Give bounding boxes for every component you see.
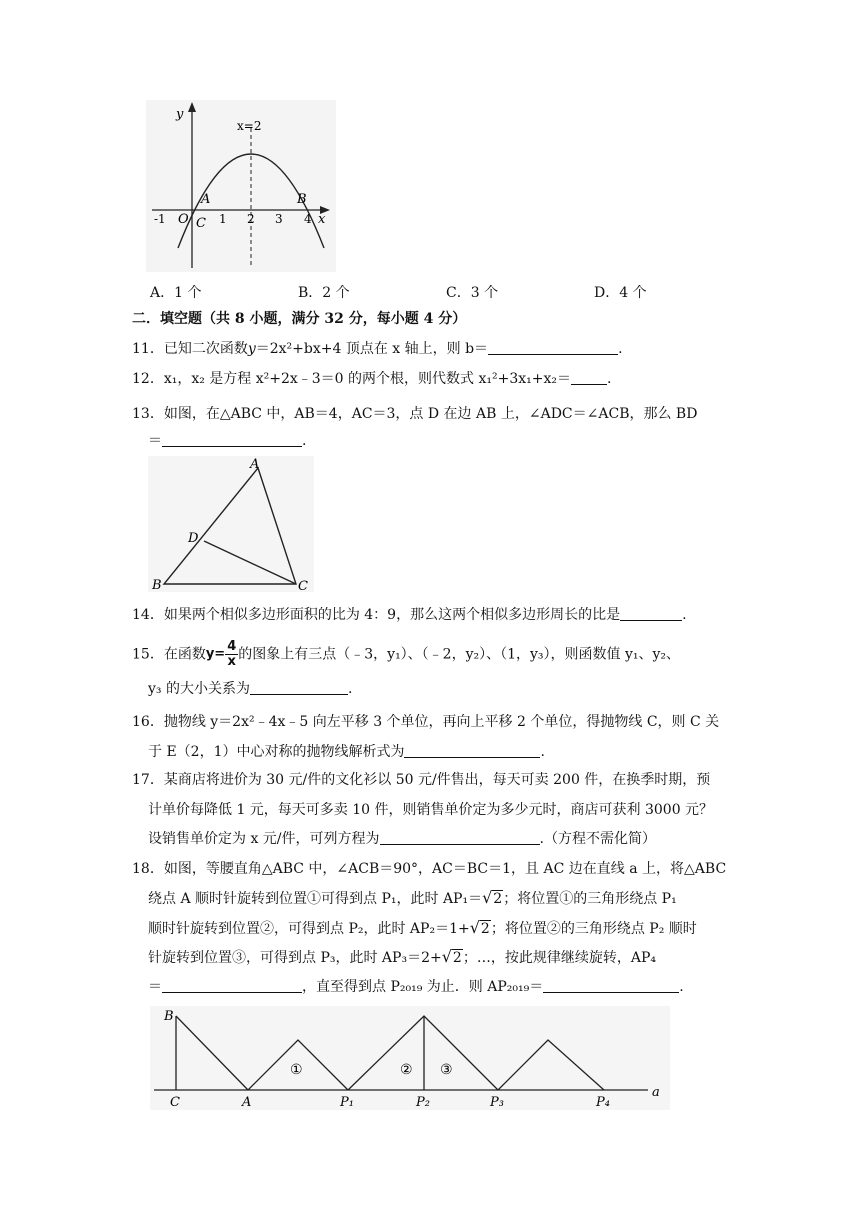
- q11-end: .: [618, 341, 623, 357]
- question-17-line2: 计单价每降低 1 元，每天可多卖 10 件，则销售单价定为多少元时，商店可获利 3000 元？: [148, 802, 714, 818]
- question-15-line1: [132, 640, 680, 669]
- label-line-a: a: [652, 1085, 660, 1100]
- q15-post: 的图象上有三点（﹣3，y₁）、（﹣2，y₂）、（1，y₃），则函数值 y₁、y₂、: [238, 646, 681, 663]
- function-y: y=: [205, 646, 226, 662]
- q13-end: .: [302, 433, 307, 449]
- q18-line5-a: ＝: [148, 979, 162, 995]
- q15-pre: 15．在函数: [132, 646, 206, 663]
- q17-answer-blank[interactable]: [380, 830, 540, 845]
- label-pos1: ①: [290, 1062, 303, 1078]
- question-18-line3: [148, 918, 697, 939]
- label-p1: P₁: [340, 1095, 354, 1110]
- question-18-line1: 18．如图，等腰直角△ABC 中，∠ACB＝90°，AC＝BC＝1，且 AC 边在直线 a 上，将△ABC: [132, 861, 727, 877]
- question-16-line1: 16．抛物线 y＝2x²﹣4x﹣5 向左平移 3 个单位，再向上平移 2 个单位，得抛物线 C，则 C 关: [132, 714, 720, 730]
- label-p2: P₂: [416, 1095, 430, 1110]
- q18-line3-a: 顺时针旋转到位置②，可得到点 P₂，此时 AP₂＝1+: [148, 921, 470, 937]
- q18-line5-end: .: [679, 979, 684, 995]
- q11-y: y: [247, 341, 256, 357]
- vertex-c: C: [298, 579, 308, 592]
- question-14: [132, 605, 687, 625]
- q12-end: .: [607, 371, 612, 387]
- tick-4: 4: [304, 212, 312, 226]
- q18-line4-a: 针旋转到位置③，可得到点 P₃，此时 AP₃＝2+: [148, 950, 442, 966]
- sqrt2-symbol: [442, 947, 463, 968]
- q12-answer-blank[interactable]: [571, 370, 607, 385]
- option-a[interactable]: A．1 个: [150, 285, 202, 301]
- label-p4: P₄: [596, 1095, 610, 1110]
- rotation-figure: [150, 1006, 670, 1110]
- vertex-a: A: [250, 457, 260, 472]
- q16-end: .: [540, 744, 545, 760]
- q18-line5-b: ，直至得到点 P₂₀₁₉ 为止．则 AP₂₀₁₉＝: [302, 979, 544, 995]
- q14-answer-blank[interactable]: [620, 606, 682, 621]
- sqrt2-symbol: [470, 918, 491, 939]
- question-13-line1: 13．如图，在△ABC 中，AB＝4，AC＝3，点 D 在边 AB 上，∠ADC＝∠ACB，那么 BD: [132, 406, 698, 422]
- sqrt-sign: √: [469, 918, 480, 937]
- q18-line2-b: ；将位置①的三角形绕点 P₁: [503, 891, 677, 907]
- question-13-line2: [148, 431, 306, 451]
- y-axis-label: y: [176, 107, 184, 122]
- sqrt-sign: √: [482, 888, 493, 907]
- label-pos2: ②: [400, 1062, 413, 1078]
- tick-neg1: -1: [154, 212, 166, 226]
- label-c: C: [170, 1095, 180, 1110]
- sqrt-radicand: 2: [480, 921, 490, 937]
- section-title: 二．填空题（共 8 小题，满分 32 分，每小题 4 分）: [132, 311, 467, 327]
- q18-ap4-blank[interactable]: [162, 978, 302, 993]
- tick-2: 2: [247, 212, 255, 226]
- question-15-line2: [148, 679, 352, 699]
- sqrt-radicand: 2: [452, 950, 462, 966]
- question-12: [132, 369, 611, 389]
- tick-3: 3: [275, 212, 283, 226]
- symmetry-label: x=2: [237, 119, 262, 133]
- q11-answer-blank[interactable]: [488, 340, 618, 355]
- option-c[interactable]: C．3 个: [446, 285, 499, 301]
- option-b[interactable]: B．2 个: [298, 285, 350, 301]
- question-18-line2: [148, 888, 677, 909]
- q18-ap2019-blank[interactable]: [543, 978, 679, 993]
- q16-answer-blank[interactable]: [404, 743, 540, 758]
- parabola-graph: [146, 100, 336, 272]
- fraction-numerator: 4: [227, 639, 237, 654]
- function-expression: [206, 640, 238, 669]
- tick-1: 1: [219, 212, 227, 226]
- question-18-line5: [148, 977, 684, 997]
- question-17-line3: [148, 829, 656, 849]
- vertex-d: D: [188, 531, 199, 546]
- option-d[interactable]: D．4 个: [594, 285, 647, 301]
- sqrt2-symbol: [482, 888, 503, 909]
- q16-line2: 于 E（2，1）中心对称的抛物线解析式为: [148, 744, 405, 760]
- question-16-line2: [148, 742, 545, 762]
- q11-num: 11．: [132, 341, 164, 357]
- question-17-line1: 17．某商店将进价为 30 元/件的文化衫以 50 元/件售出，每天可卖 200 件，在换季时期，预: [132, 772, 711, 788]
- x-axis-label: x: [318, 212, 326, 227]
- q13-answer-blank[interactable]: [162, 432, 302, 447]
- q14-end: .: [682, 607, 687, 623]
- q13-eq: ＝: [148, 433, 162, 449]
- q15-end: .: [347, 681, 353, 697]
- question-11: [132, 339, 623, 359]
- triangle-figure: [148, 456, 314, 592]
- vertex-b: B: [152, 578, 162, 592]
- sqrt-sign: √: [441, 947, 452, 966]
- sqrt-radicand: 2: [493, 891, 503, 907]
- q15-answer-blank[interactable]: [250, 680, 348, 695]
- point-b-label: B: [297, 192, 307, 207]
- point-a-label: A: [201, 192, 211, 207]
- q17-line3-pre: 设销售单价定为 x 元/件，可列方程为: [148, 831, 380, 847]
- question-18-line4: [148, 947, 656, 968]
- label-p3: P₃: [490, 1095, 504, 1110]
- q15-line2: y₃ 的大小关系为: [148, 681, 250, 697]
- q17-line3-post: .（方程不需化简）: [539, 831, 656, 847]
- origin-label: O: [178, 212, 189, 227]
- q12-text: 12．x₁，x₂ 是方程 x²+2x﹣3＝0 的两个根，则代数式 x₁²+3x₁+x₂＝: [132, 371, 571, 387]
- q18-line2-a: 绕点 A 顺时针旋转到位置①可得到点 P₁，此时 AP₁＝: [148, 891, 483, 907]
- fraction-denominator: x: [227, 654, 236, 669]
- label-b: B: [164, 1009, 174, 1024]
- q11-pre: 已知二次函数: [163, 341, 248, 357]
- point-c-label: C: [196, 216, 206, 231]
- label-a: A: [242, 1095, 252, 1110]
- fraction: [225, 640, 238, 669]
- q11-eq: ＝2x²+bx+4 顶点在 x 轴上，则 b＝: [255, 341, 489, 357]
- label-pos3: ③: [440, 1062, 453, 1078]
- q14-text: 14．如果两个相似多边形面积的比为 4：9，那么这两个相似多边形周长的比是: [132, 607, 621, 623]
- q18-line4-b: ；…，按此规律继续旋转，AP₄: [462, 950, 656, 966]
- q18-line3-b: ；将位置②的三角形绕点 P₂ 顺时: [490, 921, 697, 937]
